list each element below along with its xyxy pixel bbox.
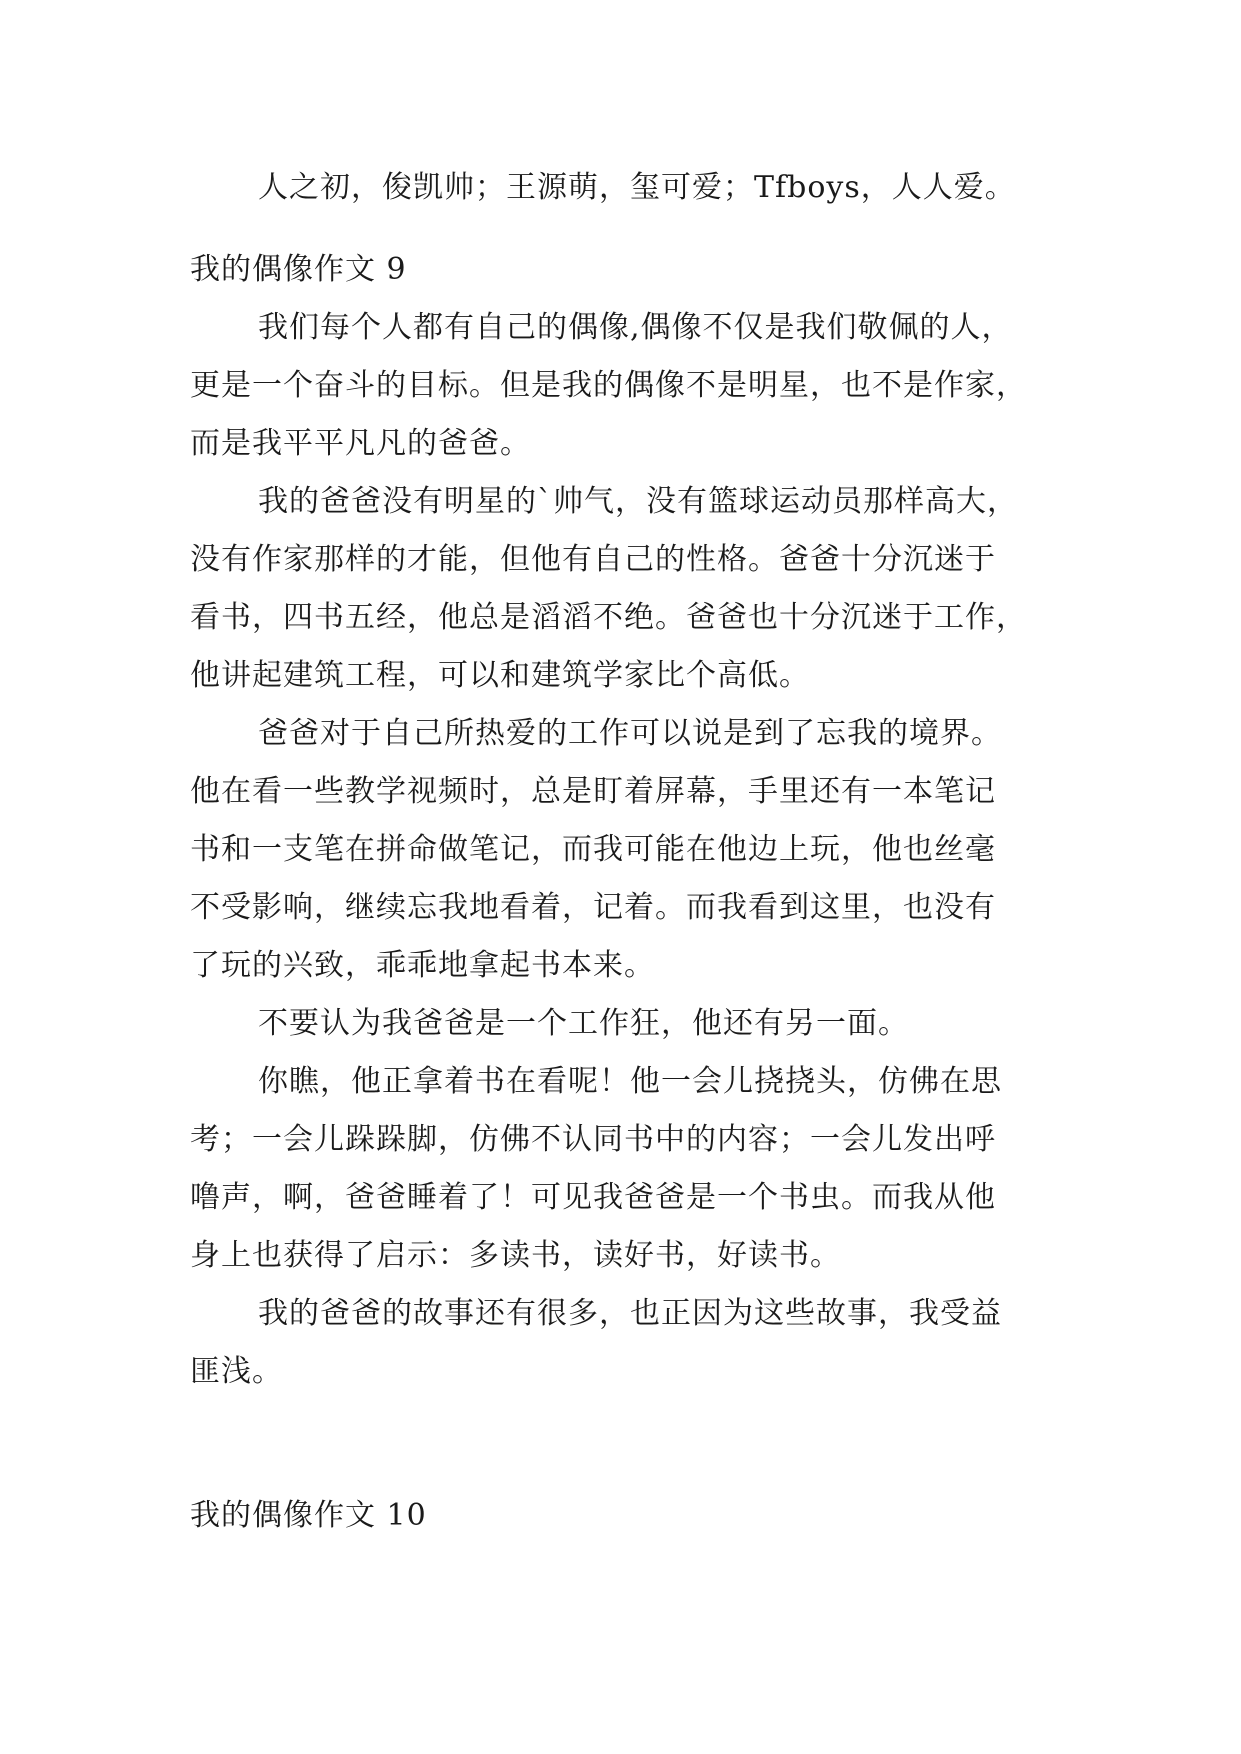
paragraph-line: 我们每个人都有自己的偶像,偶像不仅是我们敬佩的人， — [258, 310, 1013, 345]
paragraph-line: 没有作家那样的才能，但他有自己的性格。爸爸十分沉迷于 — [190, 542, 996, 577]
paragraph-line: 书和一支笔在拼命做笔记，而我可能在他边上玩，他也丝毫 — [190, 832, 996, 867]
paragraph-line: 不受影响，继续忘我地看着，记着。而我看到这里，也没有 — [190, 890, 996, 925]
paragraph-line: 考；一会儿跺跺脚，仿佛不认同书中的内容；一会儿发出呼 — [190, 1122, 996, 1157]
paragraph-line: 身上也获得了启示：多读书，读好书，好读书。 — [190, 1238, 841, 1273]
paragraph-line: 而是我平平凡凡的爸爸。 — [190, 426, 531, 461]
paragraph-line: 爸爸对于自己所热爱的工作可以说是到了忘我的境界。 — [258, 716, 1002, 751]
paragraph-line: 匪浅。 — [190, 1354, 283, 1389]
paragraph-line: 不要认为我爸爸是一个工作狂，他还有另一面。 — [258, 1006, 909, 1041]
paragraph-line: 我的爸爸没有明星的`帅气，没有篮球运动员那样高大， — [258, 484, 1018, 519]
poem-line: 人之初，俊凯帅；王源萌，玺可爱；Tfboys，人人爱。 — [258, 170, 1016, 205]
paragraph-line: 你瞧，他正拿着书在看呢！他一会儿挠挠头，仿佛在思 — [258, 1064, 1002, 1099]
essay-heading-10: 我的偶像作文 10 — [190, 1498, 427, 1533]
paragraph-line: 他讲起建筑工程，可以和建筑学家比个高低。 — [190, 658, 810, 693]
paragraph-line: 他在看一些教学视频时，总是盯着屏幕，手里还有一本笔记 — [190, 774, 996, 809]
essay-heading-9: 我的偶像作文 9 — [190, 252, 407, 287]
paragraph-line: 看书，四书五经，他总是滔滔不绝。爸爸也十分沉迷于工作， — [190, 600, 1027, 635]
paragraph-line: 噜声，啊，爸爸睡着了！可见我爸爸是一个书虫。而我从他 — [190, 1180, 996, 1215]
paragraph-line: 我的爸爸的故事还有很多，也正因为这些故事，我受益 — [258, 1296, 1002, 1331]
paragraph-line: 更是一个奋斗的目标。但是我的偶像不是明星，也不是作家， — [190, 368, 1027, 403]
paragraph-line: 了玩的兴致，乖乖地拿起书本来。 — [190, 948, 655, 983]
